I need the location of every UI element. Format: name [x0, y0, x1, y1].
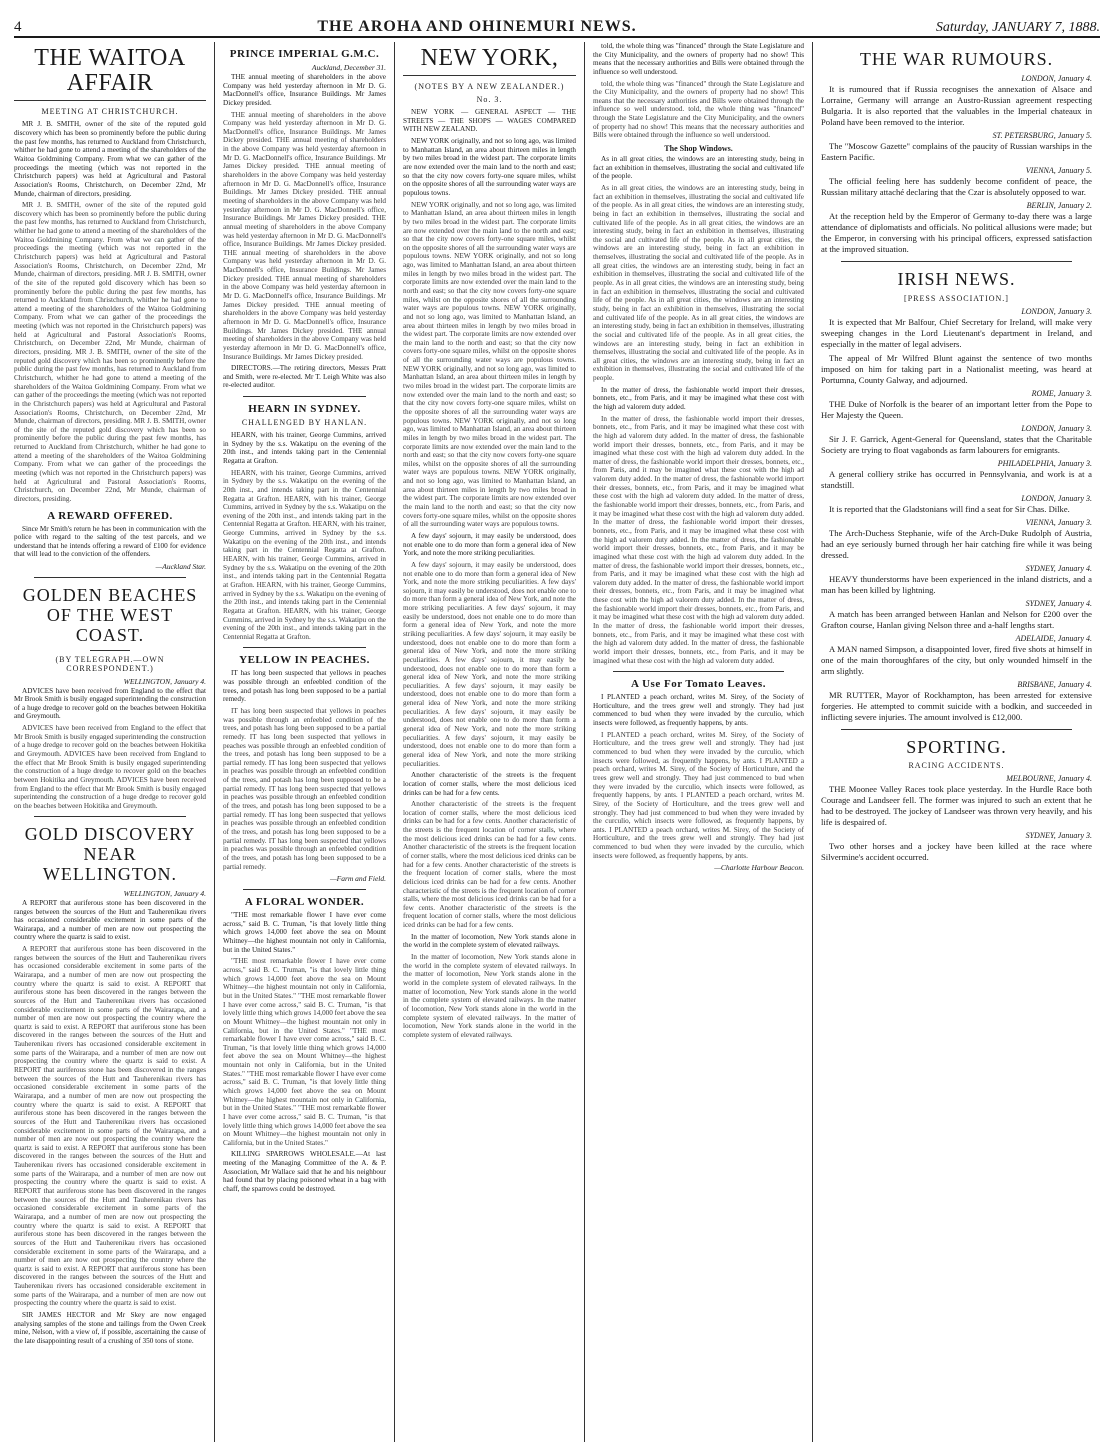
news-paragraph: The Arch-Duchess Stephanie, wife of the Arch-Duke Rudolph of Austria, had an eye seriously burned through her hair catching fire while it was being dressed.	[821, 527, 1092, 560]
golden-beaches-continued-text: ADVICES have been received from England to the effect that Mr Brook Smith is busily engaged superintending the construction of a huge dredge to recover gold on the beaches between Hokitika and Greymouth. ADVICES have been received from England to the effect that Mr Brook Smith is busily engaged superintending the construction of a huge dredge to recover gold on the beaches between Hokitika and Greymouth. ADVICES have been received from England to the effect that Mr Brook Smith is busily engaged superintending the construction of a huge dredge to recover gold on the beaches between Hokitika and Greymouth.	[14, 724, 206, 810]
dateline: LONDON, January 4.	[1021, 73, 1092, 83]
yellow-peaches-paragraph: IT has long been suspected that yellows in peaches was possible through an enfeebled condition of the trees, and potash has long been supposed to be a partial remedy.	[223, 669, 386, 704]
waitoa-headline: THE WAITOA AFFAIR	[14, 46, 206, 101]
reward-paragraph: Since Mr Smith's return he has been in communication with the police with regard to the salting of the test parcels, and we understand that he intends offering a reward of £100 for evidence that will lead to the conviction of the offenders.	[14, 524, 206, 559]
news-paragraph: It is reported that the Gladstonians will find a seat for Sir Chas. Dilke.	[829, 503, 1070, 514]
news-paragraph: The appeal of Mr Wilfred Blunt against the sentence of two months imposed on him for taking part in a Nationalist meeting, was heard at Portumna, County Galway, and adjourned.	[821, 352, 1092, 385]
masthead	[14, 8, 1100, 38]
divider	[841, 261, 1072, 262]
gold-discovery-dateline: WELLINGTON, January 4.	[123, 888, 206, 898]
waitoa-paragraph: MR J. B. SMITH, owner of the site of the reputed gold discovery which has been so prominently before the public during the past few months, has returned to Auckland from Christchurch, whither he had gone to attend a meeting of the shareholders of the Waitoa Goldmining Company. From what we can gather of the proceedings the meeting (which was not reported in the Christchurch papers) was held at Agricultural and Pastoral Association's Rooms, Christchurch, on December 22nd, Mr Munde, chairman of directors, presiding.	[14, 120, 206, 198]
dateline: LONDON, January 3.	[1021, 493, 1092, 503]
news-paragraph: A MAN named Simpson, a disappointed lover, fired five shots at himself in one of the main thoroughfares of the city, but only wounded himself in the arm slightly.	[821, 643, 1092, 676]
dateline: SYDNEY, January 4.	[1025, 563, 1092, 573]
news-paragraph: It is rumoured that if Russia recognises the annexation of Alsace and Lorraine, Germany will arrange an Austro-Russian agreement respecting Bulgaria. It is also reported that the valuables in the Imperial chateaux in Poland have been removed to the interior.	[821, 83, 1092, 127]
new-york-continued-text-4: In the matter of locomotion, New York stands alone in the world in the complete system of elevated railways. In the matter of locomotion, New York stands alone in the world in the complete system of elevated railways. In the matter of locomotion, New York stands alone in the world in the complete system of elevated railways. In the matter of locomotion, New York stands alone in the world in the complete system of elevated railways. In the matter of locomotion, New York stands alone in the world in the complete system of elevated railways.	[403, 953, 576, 1039]
dateline: PHILADELPHIA, January 3.	[997, 458, 1092, 468]
golden-beaches-dateline: WELLINGTON, January 4.	[123, 676, 206, 686]
waitoa-subheading: MEETING AT CHRISTCHURCH.	[41, 107, 179, 117]
dateline: BERLIN, January 2.	[1026, 200, 1092, 210]
news-paragraph: Sir J. F. Garrick, Agent-General for Queensland, states that the Charitable Society are trying to float vagabonds as farm labourers for emigrants.	[821, 433, 1092, 455]
shop-windows-continued-text-2: In the matter of dress, the fashionable world import their dresses, bonnets, etc., from Paris, and it may be imagined what these cost with the high ad valorem duty added. In the matter of dress, the fashionable world import their dresses, bonnets, etc., from Paris, and it may be imagined what these cost with the high ad valorem duty added. In the matter of dress, the fashionable world import their dresses, bonnets, etc., from Paris, and it may be imagined what these cost with the high ad valorem duty added. In the matter of dress, the fashionable world import their dresses, bonnets, etc., from Paris, and it may be imagined what these cost with the high ad valorem duty added. In the matter of dress, the fashionable world import their dresses, bonnets, etc., from Paris, and it may be imagined what these cost with the high ad valorem duty added. In the matter of dress, the fashionable world import their dresses, bonnets, etc., from Paris, and it may be imagined what these cost with the high ad valorem duty added. In the matter of dress, the fashionable world import their dresses, bonnets, etc., from Paris, and it may be imagined what these cost with the high ad valorem duty added. In the matter of dress, the fashionable world import their dresses, bonnets, etc., from Paris, and it may be imagined what these cost with the high ad valorem duty added. In the matter of dress, the fashionable world import their dresses, bonnets, etc., from Paris, and it may be imagined what these cost with the high ad valorem duty added. In the matter of dress, the fashionable world import their dresses, bonnets, etc., from Paris, and it may be imagined what these cost with the high ad valorem duty added. In the matter of dress, the fashionable world import their dresses, bonnets, etc., from Paris, and it may be imagined what these cost with the high ad valorem duty added. In the matter of dress, the fashionable world import their dresses, bonnets, etc., from Paris, and it may be imagined what these cost with the high ad valorem duty added.	[593, 414, 805, 665]
column-3	[394, 42, 584, 1442]
irish-news-headline: IRISH NEWS.	[897, 268, 1016, 289]
new-york-continued-text-5: told, the whole thing was "financed" through the State Legislature and the City Municipality, and the owners of property had no show! This means that the necessary authorities and Bills were obtained through the influence so well understood. told, the whole thing was "financed" through the State Legislature and the City Municipality, and the owners of property had no show! This means that the necessary authorities and Bills were obtained through the influence so well understood.	[593, 79, 804, 140]
column-4	[584, 42, 812, 1442]
news-paragraph: At the reception held by the Emperor of Germany to-day there was a large attendance of diplomatists and officials. No political allusions were made; but the Emperor, in conversing with his principal officers, expressed satisfaction at the improved situation.	[821, 210, 1092, 254]
dateline: BRISBANE, January 4.	[1017, 679, 1092, 689]
reward-source: —Auckland Star.	[155, 562, 206, 572]
gold-discovery-headline: GOLD DISCOVERY NEAR WELLINGTON.	[24, 824, 196, 885]
divider	[841, 729, 1072, 730]
war-rumours-headline: THE WAR RUMOURS.	[859, 49, 1054, 69]
new-york-headline: NEW YORK,	[403, 46, 576, 76]
golden-beaches-paragraph: ADVICES have been received from England to the effect that Mr Brook Smith is busily engaged superintending the construction of a huge dredge to recover gold on the beaches between Hokitika and Greymouth.	[14, 686, 206, 721]
news-paragraph: THE Duke of Norfolk is the bearer of an important letter from the Pope to Her Majesty the Queen.	[821, 398, 1092, 420]
issue-date: Saturday, JANUARY 7, 1888.	[935, 20, 1100, 35]
shop-windows-paragraph-1: As in all great cities, the windows are an interesting study, being in fact an exhibition in themselves, illustrating the social and cultivated life of the people.	[593, 155, 804, 181]
new-york-paragraph-1: NEW YORK originally, and not so long ago, was limited to Manhattan Island, an area about thirteen miles in length by two miles broad in the widest part. The corporate limits are now extended over the main land to the north and east; so that the city now covers forty-one square miles, whilst on the opposite shores of all the surrounding water ways are populous towns.	[403, 137, 576, 197]
column-2	[214, 42, 394, 1442]
news-paragraph: A general colliery strike has occurred in Pennsylvania, and work is at a standstill.	[821, 468, 1092, 490]
prince-imperial-paragraph: THE annual meeting of shareholders in the above Company was held yesterday afternoon in Mr D. G. MacDonnell's office, Insurance Buildings. Mr James Dickey presided.	[223, 73, 386, 107]
divider	[243, 647, 366, 648]
dateline: LONDON, January 3.	[1021, 306, 1092, 316]
yellow-peaches-source: —Farm and Field.	[329, 874, 386, 884]
new-york-continued-text: NEW YORK originally, and not so long ago, was limited to Manhattan Island, an area about thirteen miles in length by two miles broad in the widest part. The corporate limits are now extended over the main land to the north and east; so that the city now covers forty-one square miles, whilst on the opposite shores of all the surrounding water ways are populous towns. NEW YORK originally, and not so long ago, was limited to Manhattan Island, an area about thirteen miles in length by two miles broad in the widest part. The corporate limits are now extended over the main land to the north and east; so that the city now covers forty-one square miles, whilst on the opposite shores of all the surrounding water ways are populous towns. NEW YORK originally, and not so long ago, was limited to Manhattan Island, an area about thirteen miles in length by two miles broad in the widest part. The corporate limits are now extended over the main land to the north and east; so that the city now covers forty-one square miles, whilst on the opposite shores of all the surrounding water ways are populous towns. NEW YORK originally, and not so long ago, was limited to Manhattan Island, an area about thirteen miles in length by two miles broad in the widest part. The corporate limits are now extended over the main land to the north and east; so that the city now covers forty-one square miles, whilst on the opposite shores of all the surrounding water ways are populous towns. NEW YORK originally, and not so long ago, was limited to Manhattan Island, an area about thirteen miles in length by two miles broad in the widest part. The corporate limits are now extended over the main land to the north and east; so that the city now covers forty-one square miles, whilst on the opposite shores of all the surrounding water ways are populous towns. NEW YORK originally, and not so long ago, was limited to Manhattan Island, an area about thirteen miles in length by two miles broad in the widest part. The corporate limits are now extended over the main land to the north and east; so that the city now covers forty-one square miles, whilst on the opposite shores of all the surrounding water ways are populous towns.	[403, 200, 577, 529]
golden-beaches-byline: (BY TELEGRAPH.—OWN CORRESPONDENT.)	[55, 654, 165, 673]
news-paragraph: HEAVY thunderstorms have been experienced in the inland districts, and a man has been killed by lightning.	[821, 573, 1092, 595]
new-york-number: No. 3.	[476, 95, 503, 105]
dateline: LONDON, January 3.	[1021, 423, 1092, 433]
divider	[613, 671, 784, 672]
hector-paragraph: SIR JAMES HECTOR and Mr Skey are now engaged analysing samples of the stone and tailings from the Owen Creek mine, Nelson, with a view of, if possible, ascertaining the cause of the late disappointing result of a crushing of 350 tons of stone.	[14, 1310, 206, 1345]
sporting-headline: SPORTING.	[906, 736, 1007, 757]
directors-paragraph: DIRECTORS.—The retiring directors, Messrs Pratt and Smith, were re-elected. Mr T. Leigh White was also re-elected auditor.	[223, 364, 386, 390]
tomato-leaves-source: —Charlotte Harbour Beacon.	[714, 863, 804, 873]
page-number: 4	[14, 19, 22, 35]
hearn-headline: HEARN IN SYDNEY.	[248, 403, 361, 416]
news-paragraph: It is expected that Mr Balfour, Chief Secretary for Ireland, will make very sweeping changes in the Lord Lieutenant's department in Ireland, and especially in the matter of legal advisers.	[821, 316, 1092, 349]
hearn-paragraph: HEARN, with his trainer, George Cummins, arrived in Sydney by the s.s. Wakatipu on the evening of the 20th inst., and intends taking part in the Centennial Regatta at Grafton.	[223, 431, 386, 465]
new-york-continued-text-2: A few days' sojourn, it may easily be understood, does not enable one to do more than form a general idea of New York, and note the more striking peculiarities. A few days' sojourn, it may easily be understood, does not enable one to do more than form a general idea of New York, and note the more striking peculiarities. A few days' sojourn, it may easily be understood, does not enable one to do more than form a general idea of New York, and note the more striking peculiarities. A few days' sojourn, it may easily be understood, does not enable one to do more than form a general idea of New York, and note the more striking peculiarities. A few days' sojourn, it may easily be understood, does not enable one to do more than form a general idea of New York, and note the more striking peculiarities. A few days' sojourn, it may easily be understood, does not enable one to do more than form a general idea of New York, and note the more striking peculiarities. A few days' sojourn, it may easily be understood, does not enable one to do more than form a general idea of New York, and note the more striking peculiarities. A few days' sojourn, it may easily be understood, does not enable one to do more than form a general idea of New York, and note the more striking peculiarities.	[403, 560, 577, 768]
news-paragraph: A match has been arranged between Hanlan and Nelson for £200 over the Grafton course, Hanlan giving Nelson three and a-half lengths start.	[821, 608, 1092, 630]
floral-wonder-headline: A FLORAL WONDER.	[244, 896, 365, 909]
new-york-paragraph-2: A few days' sojourn, it may easily be understood, does not enable one to do more than form a general idea of New York, and note the more striking peculiarities.	[403, 531, 576, 558]
shop-windows-continued-text: As in all great cities, the windows are an interesting study, being in fact an exhibition in themselves, illustrating the social and cultivated life of the people. As in all great cities, the windows are an interesting study, being in fact an exhibition in themselves, illustrating the social and cultivated life of the people. As in all great cities, the windows are an interesting study, being in fact an exhibition in themselves, illustrating the social and cultivated life of the people. As in all great cities, the windows are an interesting study, being in fact an exhibition in themselves, illustrating the social and cultivated life of the people. As in all great cities, the windows are an interesting study, being in fact an exhibition in themselves, illustrating the social and cultivated life of the people. As in all great cities, the windows are an interesting study, being in fact an exhibition in themselves, illustrating the social and cultivated life of the people. As in all great cities, the windows are an interesting study, being in fact an exhibition in themselves, illustrating the social and cultivated life of the people. As in all great cities, the windows are an interesting study, being in fact an exhibition in themselves, illustrating the social and cultivated life of the people. As in all great cities, the windows are an interesting study, being in fact an exhibition in themselves, illustrating the social and cultivated life of the people. As in all great cities, the windows are an interesting study, being in fact an exhibition in themselves, illustrating the social and cultivated life of the people.	[593, 183, 805, 383]
gold-discovery-continued-text: A REPORT that auriferous stone has been discovered in the ranges between the sources of the Hutt and Tauherenikau rivers has occasioned considerable excitement in some parts of the Wairarapa, and a number of men are now out prospecting the country where the quartz is said to exist. A REPORT that auriferous stone has been discovered in the ranges between the sources of the Hutt and Tauherenikau rivers has occasioned considerable excitement in some parts of the Wairarapa, and a number of men are now out prospecting the country where the quartz is said to exist. A REPORT that auriferous stone has been discovered in the ranges between the sources of the Hutt and Tauherenikau rivers has occasioned considerable excitement in some parts of the Wairarapa, and a number of men are now out prospecting the country where the quartz is said to exist. A REPORT that auriferous stone has been discovered in the ranges between the sources of the Hutt and Tauherenikau rivers has occasioned considerable excitement in some parts of the Wairarapa, and a number of men are now out prospecting the country where the quartz is said to exist. A REPORT that auriferous stone has been discovered in the ranges between the sources of the Hutt and Tauherenikau rivers has occasioned considerable excitement in some parts of the Wairarapa, and a number of men are now out prospecting the country where the quartz is said to exist. A REPORT that auriferous stone has been discovered in the ranges between the sources of the Hutt and Tauherenikau rivers has occasioned considerable excitement in some parts of the Wairarapa, and a number of men are now out prospecting the country where the quartz is said to exist. A REPORT that auriferous stone has been discovered in the ranges between the sources of the Hutt and Tauherenikau rivers has occasioned considerable excitement in some parts of the Wairarapa, and a number of men are now out prospecting the country where the quartz is said to exist. A REPORT that auriferous stone has been discovered in the ranges between the sources of the Hutt and Tauherenikau rivers has occasioned considerable excitement in some parts of the Wairarapa, and a number of men are now out prospecting the country where the quartz is said to exist. A REPORT that auriferous stone has been discovered in the ranges between the sources of the Hutt and Tauherenikau rivers has occasioned considerable excitement in some parts of the Wairarapa, and a number of men are now out prospecting the country where the quartz is said to exist.	[14, 945, 207, 1308]
divider	[34, 816, 186, 817]
new-york-paragraph-3: Another characteristic of the streets is the frequent location of corner stalls, where the most delicious iced drinks can be had for a few cents.	[403, 771, 576, 797]
prince-imperial-continued-text: THE annual meeting of shareholders in the above Company was held yesterday afternoon in Mr D. G. MacDonnell's office, Insurance Buildings. Mr James Dickey presided. THE annual meeting of shareholders in the above Company was held yesterday afternoon in Mr D. G. MacDonnell's office, Insurance Buildings. Mr James Dickey presided. THE annual meeting of shareholders in the above Company was held yesterday afternoon in Mr D. G. MacDonnell's office, Insurance Buildings. Mr James Dickey presided. THE annual meeting of shareholders in the above Company was held yesterday afternoon in Mr D. G. MacDonnell's office, Insurance Buildings. Mr James Dickey presided. THE annual meeting of shareholders in the above Company was held yesterday afternoon in Mr D. G. MacDonnell's office, Insurance Buildings. Mr James Dickey presided. THE annual meeting of shareholders in the above Company was held yesterday afternoon in Mr D. G. MacDonnell's office, Insurance Buildings. Mr James Dickey presided. THE annual meeting of shareholders in the above Company was held yesterday afternoon in Mr D. G. MacDonnell's office, Insurance Buildings. Mr James Dickey presided. THE annual meeting of shareholders in the above Company was held yesterday afternoon in Mr D. G. MacDonnell's office, Insurance Buildings. Mr James Dickey presided. THE annual meeting of shareholders in the above Company was held yesterday afternoon in Mr D. G. MacDonnell's office, Insurance Buildings. Mr James Dickey presided.	[223, 110, 386, 361]
news-paragraph: Two other horses and a jockey have been killed at the race where Silvermine's accident occurred.	[821, 841, 1092, 863]
new-york-byline: (NOTES BY A NEW ZEALANDER.)	[414, 82, 565, 92]
news-paragraph: THE Moonee Valley Races took place yesterday. In the Hurdle Race both Courage and Landseer fell. The former was injured to such an extent that he had to be destroyed. The jockey of Landseer was thrown very heavily, and his life is despaired of.	[821, 784, 1092, 828]
reward-heading: A REWARD OFFERED.	[47, 509, 173, 522]
divider	[243, 889, 366, 890]
floral-wonder-continued-text: "THE most remarkable flower I have ever come across," said B. C. Truman, "is that lovely little thing which grows 14,000 feet above the sea on Mount Whitney—the highest mountain not only in California, but in the United States." "THE most remarkable flower I have ever come across," said B. C. Truman, "is that lovely little thing which grows 14,000 feet above the sea on Mount Whitney—the highest mountain not only in California, but in the United States." "THE most remarkable flower I have ever come across," said B. C. Truman, "is that lovely little thing which grows 14,000 feet above the sea on Mount Whitney—the highest mountain not only in California, but in the United States." "THE most remarkable flower I have ever come across," said B. C. Truman, "is that lovely little thing which grows 14,000 feet above the sea on Mount Whitney—the highest mountain not only in California, but in the United States." "THE most remarkable flower I have ever come across," said B. C. Truman, "is that lovely little thing which grows 14,000 feet above the sea on Mount Whitney—the highest mountain not only in California, but in the United States."	[223, 957, 387, 1147]
tomato-leaves-continued-text: I PLANTED a peach orchard, writes M. Sirey, of the Society of Horticulture, and the trees grew well and strongly. They had just commenced to bud when they were invaded by the curculio, which insects were followed, as frequently happens, by ants. I PLANTED a peach orchard, writes M. Sirey, of the Society of Horticulture, and the trees grew well and strongly. They had just commenced to bud when they were invaded by the curculio, which insects were followed, as frequently happens, by ants. I PLANTED a peach orchard, writes M. Sirey, of the Society of Horticulture, and the trees grew well and strongly. They had just commenced to bud when they were invaded by the curculio, which insects were followed, as frequently happens, by ants. I PLANTED a peach orchard, writes M. Sirey, of the Society of Horticulture, and the trees grew well and strongly. They had just commenced to bud when they were invaded by the curculio, which insects were followed, as frequently happens, by ants.	[593, 730, 805, 860]
divider	[243, 396, 366, 397]
prince-imperial-headline: PRINCE IMPERIAL G.M.C.	[229, 48, 380, 60]
new-york-continued-text-3: Another characteristic of the streets is the frequent location of corner stalls, where the most delicious iced drinks can be had for a few cents. Another characteristic of the streets is the frequent location of corner stalls, where the most delicious iced drinks can be had for a few cents. Another characteristic of the streets is the frequent location of corner stalls, where the most delicious iced drinks can be had for a few cents. Another characteristic of the streets is the frequent location of corner stalls, where the most delicious iced drinks can be had for a few cents. Another characteristic of the streets is the frequent location of corner stalls, where the most delicious iced drinks can be had for a few cents. Another characteristic of the streets is the frequent location of corner stalls, where the most delicious iced drinks can be had for a few cents.	[403, 800, 577, 930]
new-york-paragraph-4: In the matter of locomotion, New York stands alone in the world in the complete system of elevated railways.	[403, 932, 576, 950]
divider	[90, 650, 130, 651]
prince-imperial-dateline: Auckland, December 31.	[311, 63, 386, 72]
news-paragraph: The official feeling here has suddenly become confident of peace, the Russian military attaché declaring that the Czar is absolutely opposed to war.	[821, 175, 1092, 197]
news-paragraph: MR RUTTER, Mayor of Rockhampton, has been arrested for extensive forgeries. He attempted to commit suicide with a bodkin, and succeeded in inflicting severe injuries. The amount involved is £12,000.	[821, 689, 1092, 722]
dateline: ADELAIDE, January 4.	[1015, 633, 1092, 643]
dateline: SYDNEY, January 4.	[1025, 598, 1092, 608]
yellow-peaches-continued-text: IT has long been suspected that yellows in peaches was possible through an enfeebled condition of the trees, and potash has long been supposed to be a partial remedy. IT has long been suspected that yellows in peaches was possible through an enfeebled condition of the trees, and potash has long been supposed to be a partial remedy. IT has long been suspected that yellows in peaches was possible through an enfeebled condition of the trees, and potash has long been supposed to be a partial remedy. IT has long been suspected that yellows in peaches was possible through an enfeebled condition of the trees, and potash has long been supposed to be a partial remedy. IT has long been suspected that yellows in peaches was possible through an enfeebled condition of the trees, and potash has long been supposed to be a partial remedy. IT has long been suspected that yellows in peaches was possible through an enfeebled condition of the trees, and potash has long been supposed to be a partial remedy.	[223, 707, 386, 871]
dateline: ROME, January 3.	[1031, 388, 1092, 398]
floral-wonder-paragraph: "THE most remarkable flower I have ever come across," said B. C. Truman, "is that lovely little thing which grows 14,000 feet above the sea on Mount Whitney—the highest mountain not only in California, but in the United States."	[223, 911, 386, 954]
new-york-summary: NEW YORK — GENERAL ASPECT — THE STREETS — THE SHOPS — WAGES COMPARED WITH NEW ZEALAND.	[403, 108, 576, 134]
shop-windows-paragraph-2: In the matter of dress, the fashionable world import their dresses, bonnets, etc., from Paris, and it may be imagined what these cost with the high ad valorem duty added.	[593, 385, 804, 411]
waitoa-continued-text: MR J. B. SMITH, owner of the site of the reputed gold discovery which has been so prominently before the public during the past few months, has returned to Auckland from Christchurch, whither he had gone to attend a meeting of the shareholders of the Waitoa Goldmining Company. From what we can gather of the proceedings the meeting (which was not reported in the Christchurch papers) was held at Agricultural and Pastoral Association's Rooms, Christchurch, on December 22nd, Mr Munde, chairman of directors, presiding. MR J. B. SMITH, owner of the site of the reputed gold discovery which has been so prominently before the public during the past few months, has returned to Auckland from Christchurch, whither he had gone to attend a meeting of the shareholders of the Waitoa Goldmining Company. From what we can gather of the proceedings the meeting (which was not reported in the Christchurch papers) was held at Agricultural and Pastoral Association's Rooms, Christchurch, on December 22nd, Mr Munde, chairman of directors, presiding. MR J. B. SMITH, owner of the site of the reputed gold discovery which has been so prominently before the public during the past few months, has returned to Auckland from Christchurch, whither he had gone to attend a meeting of the shareholders of the Waitoa Goldmining Company. From what we can gather of the proceedings the meeting (which was not reported in the Christchurch papers) was held at Agricultural and Pastoral Association's Rooms, Christchurch, on December 22nd, Mr Munde, chairman of directors, presiding. MR J. B. SMITH, owner of the site of the reputed gold discovery which has been so prominently before the public during the past few months, has returned to Auckland from Christchurch, whither he had gone to attend a meeting of the shareholders of the Waitoa Goldmining Company. From what we can gather of the proceedings the meeting (which was not reported in the Christchurch papers) was held at Agricultural and Pastoral Association's Rooms, Christchurch, on December 22nd, Mr Munde, chairman of directors, presiding.	[14, 201, 207, 503]
hearn-continued-text: HEARN, with his trainer, George Cummins, arrived in Sydney by the s.s. Wakatipu on the evening of the 20th inst., and intends taking part in the Centennial Regatta at Grafton. HEARN, with his trainer, George Cummins, arrived in Sydney by the s.s. Wakatipu on the evening of the 20th inst., and intends taking part in the Centennial Regatta at Grafton. HEARN, with his trainer, George Cummins, arrived in Sydney by the s.s. Wakatipu on the evening of the 20th inst., and intends taking part in the Centennial Regatta at Grafton. HEARN, with his trainer, George Cummins, arrived in Sydney by the s.s. Wakatipu on the evening of the 20th inst., and intends taking part in the Centennial Regatta at Grafton. HEARN, with his trainer, George Cummins, arrived in Sydney by the s.s. Wakatipu on the evening of the 20th inst., and intends taking part in the Centennial Regatta at Grafton. HEARN, with his trainer, George Cummins, arrived in Sydney by the s.s. Wakatipu on the evening of the 20th inst., and intends taking part in the Centennial Regatta at Grafton.	[223, 468, 387, 641]
tomato-leaves-paragraph: I PLANTED a peach orchard, writes M. Sirey, of the Society of Horticulture, and the trees grew well and strongly. They had just commenced to bud when they were invaded by the curculio, which insects were followed, as frequently happens, by ants.	[593, 693, 804, 728]
gold-discovery-paragraph: A REPORT that auriferous stone has been discovered in the ranges between the sources of the Hutt and Tauherenikau rivers has occasioned considerable excitement in some parts of the Wairarapa, and a number of men are now out prospecting the country where the quartz is said to exist.	[14, 898, 206, 942]
sparrows-paragraph: KILLING SPARROWS WHOLESALE.—At last meeting of the Managing Committee of the A. & P. Association, Mr Wallace said that he and his neighbour had found that by placing poisoned wheat in a bag with chaff, the sparrows could be destroyed.	[223, 1150, 386, 1194]
racing-accidents-subheading: RACING ACCIDENTS.	[908, 761, 1005, 771]
golden-beaches-headline: GOLDEN BEACHES OF THE WEST COAST.	[22, 585, 198, 645]
new-york-paragraph-5: told, the whole thing was "financed" through the State Legislature and the City Municipality, and the owners of property had no show! This means that the necessary authorities and Bills were obtained through the influence so well understood.	[593, 42, 804, 76]
dateline: VIENNA, January 5.	[1025, 165, 1092, 175]
dateline: VIENNA, January 3.	[1025, 517, 1092, 527]
column-1	[14, 42, 214, 1442]
irish-news-byline: [PRESS ASSOCIATION.]	[904, 293, 1009, 303]
tomato-leaves-headline: A Use For Tomato Leaves.	[631, 678, 766, 691]
hearn-subheading: CHALLENGED BY HANLAN.	[241, 418, 368, 428]
dateline: ST. PETERSBURG, January 5.	[992, 130, 1092, 140]
divider	[34, 577, 186, 578]
newspaper-title: THE AROHA AND OHINEMURI NEWS.	[317, 18, 637, 35]
shop-windows-heading: The Shop Windows.	[664, 144, 733, 154]
column-5	[812, 42, 1100, 1442]
yellow-peaches-headline: YELLOW IN PEACHES.	[239, 654, 370, 667]
dateline: MELBOURNE, January 4.	[1006, 774, 1092, 784]
dateline: SYDNEY, January 3.	[1025, 831, 1092, 841]
news-paragraph: The "Moscow Gazette" complains of the paucity of Russian warships in the Eastern Pacific.	[821, 140, 1092, 162]
